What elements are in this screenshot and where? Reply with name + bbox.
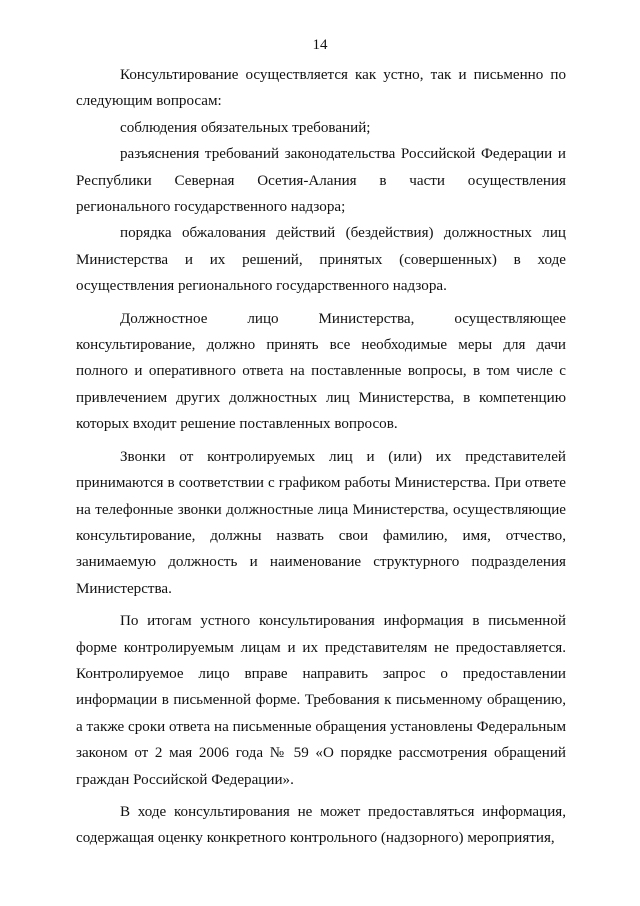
paragraph-mandatory-requirements: соблюдения обязательных требований; <box>120 119 371 136</box>
document-body <box>76 62 566 852</box>
paragraph-consultation-restrictions: В ходе консультирования не может предоставляться информация, содержащая оценку конкретного контрольного (надзорного) мероприятия, <box>76 803 566 847</box>
paragraph-official-duties: Должностное лицо Министерства, осуществляющее консультирование, должно принять все необходимые меры для дачи полного и оперативного ответа на поставленные вопросы, в том числе с привлечением других должностных лиц Министерства, в компетенцию которых входит решение поставленных вопросов. <box>76 310 566 433</box>
page-number: 14 <box>312 37 328 53</box>
paragraph-phone-calls: Звонки от контролируемых лиц и (или) их представителей принимаются в соответствии с графиком работы Министерства. При ответе на телефонные звонки должностные лица Министерства, осуществляющие консультирование, должны назвать свои фамилию, имя, отчество, занимаемую должность и наименование структурного подразделения Министерства. <box>76 448 566 597</box>
paragraph-consultation-intro: Консультирование осуществляется как устно, так и письменно по следующим вопросам: <box>76 67 566 110</box>
paragraph-written-information: По итогам устного консультирования информация в письменной форме контролируемым лицам и их представителям не предоставляется. Контролируемое лицо вправе направить запрос о предоставлении информации в письменной форме. Требования к письменному обращению, а также сроки ответа на письменные обращения установлены Федеральным законом от 2 мая 2006 года № 59 «О порядке рассмотрения обращений граждан Российской Федерации». <box>76 613 566 788</box>
paragraph-legislation-clarification: разъяснения требований законодательства Российской Федерации и Республики Северная Осетия-Алания в части осуществления регионального государственного надзора; <box>76 146 566 216</box>
paragraph-appeal-procedure: порядка обжалования действий (бездействия) должностных лиц Министерства и их решений, принятых (совершенных) в ходе осуществления регионального государственного надзора. <box>76 225 566 295</box>
